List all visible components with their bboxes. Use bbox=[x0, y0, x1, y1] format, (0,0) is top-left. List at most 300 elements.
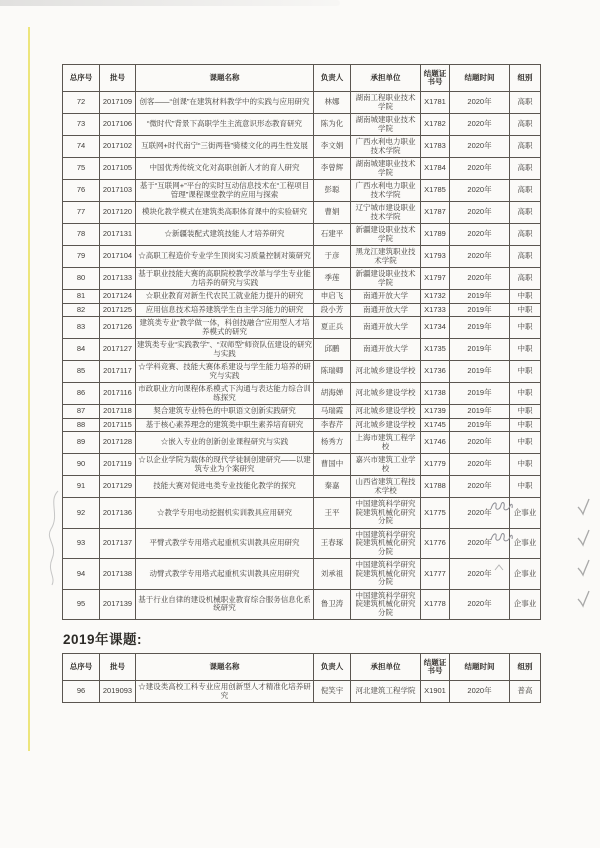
cell-serial bbox=[63, 114, 100, 136]
cell-title: 市政职业方向课程体系模式下沟通与表达能力综合训练探究 bbox=[136, 383, 314, 405]
group-label: 高职 bbox=[517, 251, 533, 261]
serial-number: 79 bbox=[76, 251, 86, 261]
cell-leader: 刘承祖 bbox=[314, 559, 351, 590]
group-label: 中职 bbox=[517, 388, 533, 398]
completion-time: 2020年 bbox=[467, 163, 492, 173]
col-header-serial: 总序号 bbox=[63, 654, 100, 681]
completion-time: 2020年 bbox=[467, 538, 492, 547]
group-label: 高职 bbox=[517, 163, 533, 173]
cell-unit: 中国建筑科学研究院建筑机械化研究分院 bbox=[351, 559, 421, 590]
cell-unit: 南通开放大学 bbox=[351, 303, 421, 317]
cell-group bbox=[510, 224, 541, 246]
cell-completion-time bbox=[450, 383, 510, 405]
cell-completion-time bbox=[450, 158, 510, 180]
cell-unit: 中国建筑科学研究院建筑机械化研究分院 bbox=[351, 498, 421, 529]
cell-serial bbox=[63, 224, 100, 246]
cell-leader: 于彦 bbox=[314, 246, 351, 268]
cell-cert: X1793 bbox=[421, 246, 450, 268]
cell-title: 技能大赛对促进电类专业技能化教学的探究 bbox=[136, 476, 314, 498]
cell-title: 基于职业技能大赛的高职院校教学改革与学生专业能力培养的研究与实践 bbox=[136, 268, 314, 290]
table-row bbox=[63, 454, 541, 476]
serial-number: 90 bbox=[76, 459, 86, 469]
cell-unit: 湖南工程职业技术学院 bbox=[351, 92, 421, 114]
cell-group bbox=[510, 268, 541, 290]
cell-cert: X1738 bbox=[421, 383, 450, 405]
cell-leader: 段小芳 bbox=[314, 303, 351, 317]
cell-leader: 李春芹 bbox=[314, 418, 351, 432]
cell-cert: X1785 bbox=[421, 180, 450, 202]
cell-serial bbox=[63, 432, 100, 454]
cell-completion-time bbox=[450, 268, 510, 290]
group-label: 企事业 bbox=[513, 568, 537, 578]
cell-completion-time bbox=[450, 528, 510, 559]
cell-unit: 黑龙江建筑职业技术学院 bbox=[351, 246, 421, 268]
cell-group bbox=[510, 158, 541, 180]
serial-number: 74 bbox=[76, 141, 86, 151]
cell-group bbox=[510, 528, 541, 559]
cell-completion-time bbox=[450, 303, 510, 317]
document-content bbox=[62, 64, 540, 703]
cell-batch: 2017131 bbox=[100, 224, 136, 246]
cell-serial bbox=[63, 589, 100, 620]
table-row bbox=[63, 418, 541, 432]
cell-title: ☆建设类高校工科专业应用创新型人才精准化培养研究 bbox=[136, 681, 314, 703]
cell-title: 应用信息技术培养建筑学生自主学习能力的研究 bbox=[136, 303, 314, 317]
cell-leader: 杨秀方 bbox=[314, 432, 351, 454]
cell-completion-time bbox=[450, 114, 510, 136]
cell-group bbox=[510, 361, 541, 383]
cell-group bbox=[510, 92, 541, 114]
cell-serial bbox=[63, 317, 100, 339]
cell-serial bbox=[63, 339, 100, 361]
col-header-time: 结题时间 bbox=[450, 65, 510, 92]
cell-leader: 曹国中 bbox=[314, 454, 351, 476]
cell-batch: 2017138 bbox=[100, 559, 136, 590]
cell-title: 基于核心素养理念的建筑类中职生素养培育研究 bbox=[136, 418, 314, 432]
cell-cert: X1901 bbox=[421, 681, 450, 703]
cell-leader: 王春琢 bbox=[314, 528, 351, 559]
col-header-batch: 批号 bbox=[100, 654, 136, 681]
cell-title: ☆新疆装配式建筑技能人才培养研究 bbox=[136, 224, 314, 246]
table-row bbox=[63, 180, 541, 202]
group-label: 高职 bbox=[517, 97, 533, 107]
group-label: 中职 bbox=[517, 291, 533, 300]
cell-group bbox=[510, 202, 541, 224]
cell-group bbox=[510, 383, 541, 405]
serial-number: 82 bbox=[76, 304, 86, 314]
cell-cert: X1787 bbox=[421, 202, 450, 224]
group-label: 中职 bbox=[517, 344, 533, 354]
scan-artifact-smudge bbox=[0, 0, 340, 6]
completion-time: 2020年 bbox=[467, 686, 492, 696]
cell-title: ☆以企业学院为载体的现代学徒制创建研究——以建筑专业为个案研究 bbox=[136, 454, 314, 476]
cell-batch: 2017115 bbox=[100, 418, 136, 432]
cell-unit: 湖南城建职业技术学院 bbox=[351, 158, 421, 180]
completion-time: 2020年 bbox=[467, 229, 492, 239]
cell-cert: X1746 bbox=[421, 432, 450, 454]
cell-completion-time bbox=[450, 454, 510, 476]
table-row bbox=[63, 202, 541, 224]
cell-batch: 2017119 bbox=[100, 454, 136, 476]
table-row bbox=[63, 339, 541, 361]
cell-cert: X1779 bbox=[421, 454, 450, 476]
cell-completion-time bbox=[450, 432, 510, 454]
cell-unit: 广西水利电力职业技术学院 bbox=[351, 180, 421, 202]
serial-number: 85 bbox=[76, 366, 86, 376]
completion-time: 2019年 bbox=[467, 419, 492, 429]
serial-number: 75 bbox=[76, 163, 86, 173]
cell-serial bbox=[63, 405, 100, 419]
cell-completion-time bbox=[450, 317, 510, 339]
completion-time: 2020年 bbox=[467, 459, 492, 469]
cell-completion-time bbox=[450, 418, 510, 432]
table-header-row bbox=[63, 65, 541, 92]
table-row bbox=[63, 303, 541, 317]
col-header-cert: 结题证书号 bbox=[421, 65, 450, 92]
table-row bbox=[63, 681, 541, 703]
group-label: 企事业 bbox=[513, 538, 537, 547]
pencil-checkmark-icon bbox=[577, 529, 591, 547]
group-label: 中职 bbox=[517, 437, 533, 447]
cell-group bbox=[510, 180, 541, 202]
cell-leader: 鲁卫涛 bbox=[314, 589, 351, 620]
col-header-leader: 负责人 bbox=[314, 654, 351, 681]
cell-batch: 2017102 bbox=[100, 136, 136, 158]
cell-title: 基于行业自律的建设机械职业教育综合服务信息化系统研究 bbox=[136, 589, 314, 620]
cell-cert: X1745 bbox=[421, 418, 450, 432]
cell-cert: X1733 bbox=[421, 303, 450, 317]
cell-completion-time bbox=[450, 202, 510, 224]
cell-group bbox=[510, 589, 541, 620]
cell-completion-time bbox=[450, 589, 510, 620]
group-label: 高职 bbox=[517, 141, 533, 151]
completion-time: 2019年 bbox=[467, 291, 492, 300]
cell-cert: X1789 bbox=[421, 224, 450, 246]
cell-group bbox=[510, 681, 541, 703]
cell-completion-time bbox=[450, 92, 510, 114]
cell-leader: 陈瑞卿 bbox=[314, 361, 351, 383]
col-header-unit: 承担单位 bbox=[351, 654, 421, 681]
cell-completion-time bbox=[450, 224, 510, 246]
table-row bbox=[63, 498, 541, 529]
col-header-title: 课题名称 bbox=[136, 654, 314, 681]
cell-completion-time bbox=[450, 339, 510, 361]
cell-title: 动臂式教学专用塔式起重机实训教具应用研究 bbox=[136, 559, 314, 590]
table-row bbox=[63, 246, 541, 268]
cell-batch: 2019093 bbox=[100, 681, 136, 703]
serial-number: 83 bbox=[76, 322, 86, 332]
group-label: 中职 bbox=[517, 459, 533, 469]
cell-unit: 河北城乡建设学校 bbox=[351, 361, 421, 383]
completion-time: 2020年 bbox=[467, 185, 492, 195]
col-header-group: 组别 bbox=[510, 654, 541, 681]
cell-completion-time bbox=[450, 180, 510, 202]
cell-cert: X1775 bbox=[421, 498, 450, 529]
cell-serial bbox=[63, 202, 100, 224]
completion-time: 2020年 bbox=[467, 437, 492, 447]
cell-batch: 2017137 bbox=[100, 528, 136, 559]
serial-number: 72 bbox=[76, 97, 86, 107]
cell-group bbox=[510, 246, 541, 268]
cell-unit: 新疆建设职业技术学院 bbox=[351, 268, 421, 290]
completion-time: 2020年 bbox=[467, 141, 492, 151]
completion-time: 2020年 bbox=[467, 599, 492, 608]
cell-cert: X1732 bbox=[421, 290, 450, 304]
cell-title: 中国优秀传统文化对高职创新人才的育人研究 bbox=[136, 158, 314, 180]
pencil-checkmark-icon bbox=[577, 559, 591, 577]
group-label: 中职 bbox=[517, 366, 533, 376]
cell-batch: 2017133 bbox=[100, 268, 136, 290]
table-row bbox=[63, 589, 541, 620]
cell-serial bbox=[63, 303, 100, 317]
completion-time: 2020年 bbox=[467, 507, 492, 517]
group-label: 中职 bbox=[517, 406, 533, 415]
cell-group bbox=[510, 454, 541, 476]
cell-serial bbox=[63, 418, 100, 432]
cell-leader: 石建平 bbox=[314, 224, 351, 246]
cell-leader: 马瑞霞 bbox=[314, 405, 351, 419]
cell-completion-time bbox=[450, 405, 510, 419]
cell-unit: 嘉兴市建筑工业学校 bbox=[351, 454, 421, 476]
table-row bbox=[63, 268, 541, 290]
cell-serial bbox=[63, 136, 100, 158]
serial-number: 76 bbox=[76, 185, 86, 195]
completion-time: 2020年 bbox=[467, 568, 492, 578]
cell-title: ☆学科竞赛、技能大赛体系建设与学生能力培养的研究与实践 bbox=[136, 361, 314, 383]
cell-serial bbox=[63, 476, 100, 498]
cell-unit: 河北建筑工程学院 bbox=[351, 681, 421, 703]
serial-number: 80 bbox=[76, 273, 86, 283]
cell-cert: X1797 bbox=[421, 268, 450, 290]
group-label: 高职 bbox=[517, 185, 533, 195]
cell-batch: 2017128 bbox=[100, 432, 136, 454]
cell-cert: X1781 bbox=[421, 92, 450, 114]
cell-group bbox=[510, 317, 541, 339]
cell-serial bbox=[63, 681, 100, 703]
cell-batch: 2017104 bbox=[100, 246, 136, 268]
cell-unit: 南通开放大学 bbox=[351, 339, 421, 361]
cell-batch: 2017127 bbox=[100, 339, 136, 361]
cell-group bbox=[510, 498, 541, 529]
cell-title: ☆教学专用电动挖掘机实训教具应用研究 bbox=[136, 498, 314, 529]
table-header-row bbox=[63, 654, 541, 681]
cell-leader: 林娜 bbox=[314, 92, 351, 114]
table-row bbox=[63, 114, 541, 136]
serial-number: 96 bbox=[76, 686, 86, 696]
cell-title: 互联网+时代南宁“三街两巷”骑楼文化的再生性发展 bbox=[136, 136, 314, 158]
cell-title: 建筑类专业“教学做一体，科创技融合”应用型人才培养模式的研究 bbox=[136, 317, 314, 339]
cell-title: ☆嵌入专业的创新创业课程研究与实践 bbox=[136, 432, 314, 454]
cell-completion-time bbox=[450, 559, 510, 590]
serial-number: 78 bbox=[76, 229, 86, 239]
cell-group bbox=[510, 476, 541, 498]
completion-time: 2020年 bbox=[467, 97, 492, 107]
group-label: 普高 bbox=[517, 686, 533, 696]
cell-cert: X1778 bbox=[421, 589, 450, 620]
table-row bbox=[63, 158, 541, 180]
serial-number: 91 bbox=[76, 481, 86, 491]
cell-unit: 新疆建设职业技术学院 bbox=[351, 224, 421, 246]
cell-unit: 湖南城建职业技术学院 bbox=[351, 114, 421, 136]
serial-number: 77 bbox=[76, 207, 86, 217]
cell-serial bbox=[63, 158, 100, 180]
cell-cert: X1736 bbox=[421, 361, 450, 383]
cell-leader: 季莲 bbox=[314, 268, 351, 290]
col-header-title: 课题名称 bbox=[136, 65, 314, 92]
cell-title: “微时代”背景下高职学生主流意识形态教育研究 bbox=[136, 114, 314, 136]
cell-leader: 倪笑宇 bbox=[314, 681, 351, 703]
cell-serial bbox=[63, 361, 100, 383]
cell-title: 创客——“创课”在建筑材料教学中的实践与应用研究 bbox=[136, 92, 314, 114]
cell-batch: 2017125 bbox=[100, 303, 136, 317]
cell-unit: 山西省建筑工程技术学校 bbox=[351, 476, 421, 498]
cell-title: 建筑类专业“实践教学”、“双师型”师资队伍建设的研究与实践 bbox=[136, 339, 314, 361]
cell-unit: 中国建筑科学研究院建筑机械化研究分院 bbox=[351, 589, 421, 620]
col-header-leader: 负责人 bbox=[314, 65, 351, 92]
group-label: 企事业 bbox=[513, 599, 537, 608]
cell-group bbox=[510, 303, 541, 317]
group-label: 中职 bbox=[517, 304, 533, 314]
col-header-batch: 批号 bbox=[100, 65, 136, 92]
group-label: 高职 bbox=[517, 229, 533, 239]
group-label: 高职 bbox=[517, 273, 533, 283]
table-row bbox=[63, 405, 541, 419]
table-row bbox=[63, 361, 541, 383]
cell-serial bbox=[63, 290, 100, 304]
completion-time: 2019年 bbox=[467, 406, 492, 415]
cell-serial bbox=[63, 383, 100, 405]
cell-batch: 2017136 bbox=[100, 498, 136, 529]
cell-title: 模块化教学模式在建筑类高职体育课中的实验研究 bbox=[136, 202, 314, 224]
completion-time: 2019年 bbox=[467, 366, 492, 376]
cell-leader: 秦嘉 bbox=[314, 476, 351, 498]
serial-number: 95 bbox=[76, 599, 86, 608]
completion-time: 2019年 bbox=[467, 388, 492, 398]
cell-unit: 河北城乡建设学校 bbox=[351, 418, 421, 432]
serial-number: 73 bbox=[76, 119, 86, 129]
completion-time: 2019年 bbox=[467, 304, 492, 314]
col-header-cert: 结题证书号 bbox=[421, 654, 450, 681]
table-row bbox=[63, 317, 541, 339]
cell-unit: 广西水利电力职业技术学院 bbox=[351, 136, 421, 158]
cell-title: 基于“互联网+”平台的实时互动信息技术在“工程项目管理”课程课堂教学的应用与探索 bbox=[136, 180, 314, 202]
cell-group bbox=[510, 418, 541, 432]
cell-batch: 2017126 bbox=[100, 317, 136, 339]
cell-batch: 2017116 bbox=[100, 383, 136, 405]
cell-completion-time bbox=[450, 290, 510, 304]
cell-cert: X1739 bbox=[421, 405, 450, 419]
table-row bbox=[63, 92, 541, 114]
cell-unit: 南通开放大学 bbox=[351, 317, 421, 339]
cell-leader: 申启飞 bbox=[314, 290, 351, 304]
cell-batch: 2017124 bbox=[100, 290, 136, 304]
cell-cert: X1734 bbox=[421, 317, 450, 339]
table-row bbox=[63, 476, 541, 498]
cell-group bbox=[510, 290, 541, 304]
yellow-scan-line bbox=[28, 27, 30, 751]
serial-number: 89 bbox=[76, 437, 86, 447]
cell-batch: 2017106 bbox=[100, 114, 136, 136]
cell-unit: 上海市建筑工程学校 bbox=[351, 432, 421, 454]
cell-unit: 河北城乡建设学校 bbox=[351, 383, 421, 405]
cell-leader: 邱鹏 bbox=[314, 339, 351, 361]
cell-serial bbox=[63, 246, 100, 268]
pencil-checkmark-icon bbox=[577, 590, 591, 608]
cell-leader: 陈为化 bbox=[314, 114, 351, 136]
cell-title: 平臂式教学专用塔式起重机实训教具应用研究 bbox=[136, 528, 314, 559]
group-label: 中职 bbox=[517, 481, 533, 491]
col-header-time: 结题时间 bbox=[450, 654, 510, 681]
cell-cert: X1784 bbox=[421, 158, 450, 180]
cell-batch: 2017109 bbox=[100, 92, 136, 114]
cell-group bbox=[510, 136, 541, 158]
completion-time: 2020年 bbox=[467, 207, 492, 217]
year-2019-heading: 2019年课题: bbox=[63, 632, 143, 647]
cell-cert: X1776 bbox=[421, 528, 450, 559]
completion-time: 2020年 bbox=[467, 119, 492, 129]
group-label: 高职 bbox=[517, 207, 533, 217]
serial-number: 84 bbox=[76, 344, 86, 354]
completion-time: 2019年 bbox=[467, 344, 492, 354]
group-label: 中职 bbox=[517, 322, 533, 332]
cell-serial bbox=[63, 454, 100, 476]
cell-leader: 李文娟 bbox=[314, 136, 351, 158]
cell-leader: 李曾辉 bbox=[314, 158, 351, 180]
cell-serial bbox=[63, 498, 100, 529]
serial-number: 81 bbox=[76, 291, 86, 300]
completion-time: 2020年 bbox=[467, 251, 492, 261]
cell-completion-time bbox=[450, 681, 510, 703]
col-header-serial: 总序号 bbox=[63, 65, 100, 92]
completion-time: 2019年 bbox=[467, 322, 492, 332]
cell-leader: 夏正兵 bbox=[314, 317, 351, 339]
pencil-checkmark-icon bbox=[577, 498, 591, 516]
projects-table-2017 bbox=[62, 64, 541, 620]
cell-serial bbox=[63, 268, 100, 290]
cell-batch: 2017117 bbox=[100, 361, 136, 383]
cell-title: ☆高职工程造价专业学生顶岗实习质量控制对策研究 bbox=[136, 246, 314, 268]
cell-batch: 2017120 bbox=[100, 202, 136, 224]
cell-serial bbox=[63, 180, 100, 202]
cell-cert: X1783 bbox=[421, 136, 450, 158]
serial-number: 86 bbox=[76, 388, 86, 398]
table-row bbox=[63, 224, 541, 246]
cell-batch: 2017118 bbox=[100, 405, 136, 419]
cell-unit: 南通开放大学 bbox=[351, 290, 421, 304]
cell-batch: 2017129 bbox=[100, 476, 136, 498]
serial-number: 87 bbox=[76, 406, 86, 415]
table-row bbox=[63, 136, 541, 158]
cell-completion-time bbox=[450, 361, 510, 383]
cell-group bbox=[510, 432, 541, 454]
cell-cert: X1777 bbox=[421, 559, 450, 590]
cell-group bbox=[510, 559, 541, 590]
col-header-group: 组别 bbox=[510, 65, 541, 92]
projects-table-2019 bbox=[62, 653, 541, 703]
cell-group bbox=[510, 339, 541, 361]
cell-group bbox=[510, 405, 541, 419]
cell-unit: 河北城乡建设学校 bbox=[351, 405, 421, 419]
serial-number: 88 bbox=[76, 419, 86, 429]
serial-number: 94 bbox=[76, 568, 86, 578]
cell-completion-time bbox=[450, 498, 510, 529]
cell-group bbox=[510, 114, 541, 136]
cell-completion-time bbox=[450, 136, 510, 158]
table-row bbox=[63, 528, 541, 559]
group-label: 高职 bbox=[517, 119, 533, 129]
completion-time: 2020年 bbox=[467, 481, 492, 491]
cell-batch: 2017105 bbox=[100, 158, 136, 180]
